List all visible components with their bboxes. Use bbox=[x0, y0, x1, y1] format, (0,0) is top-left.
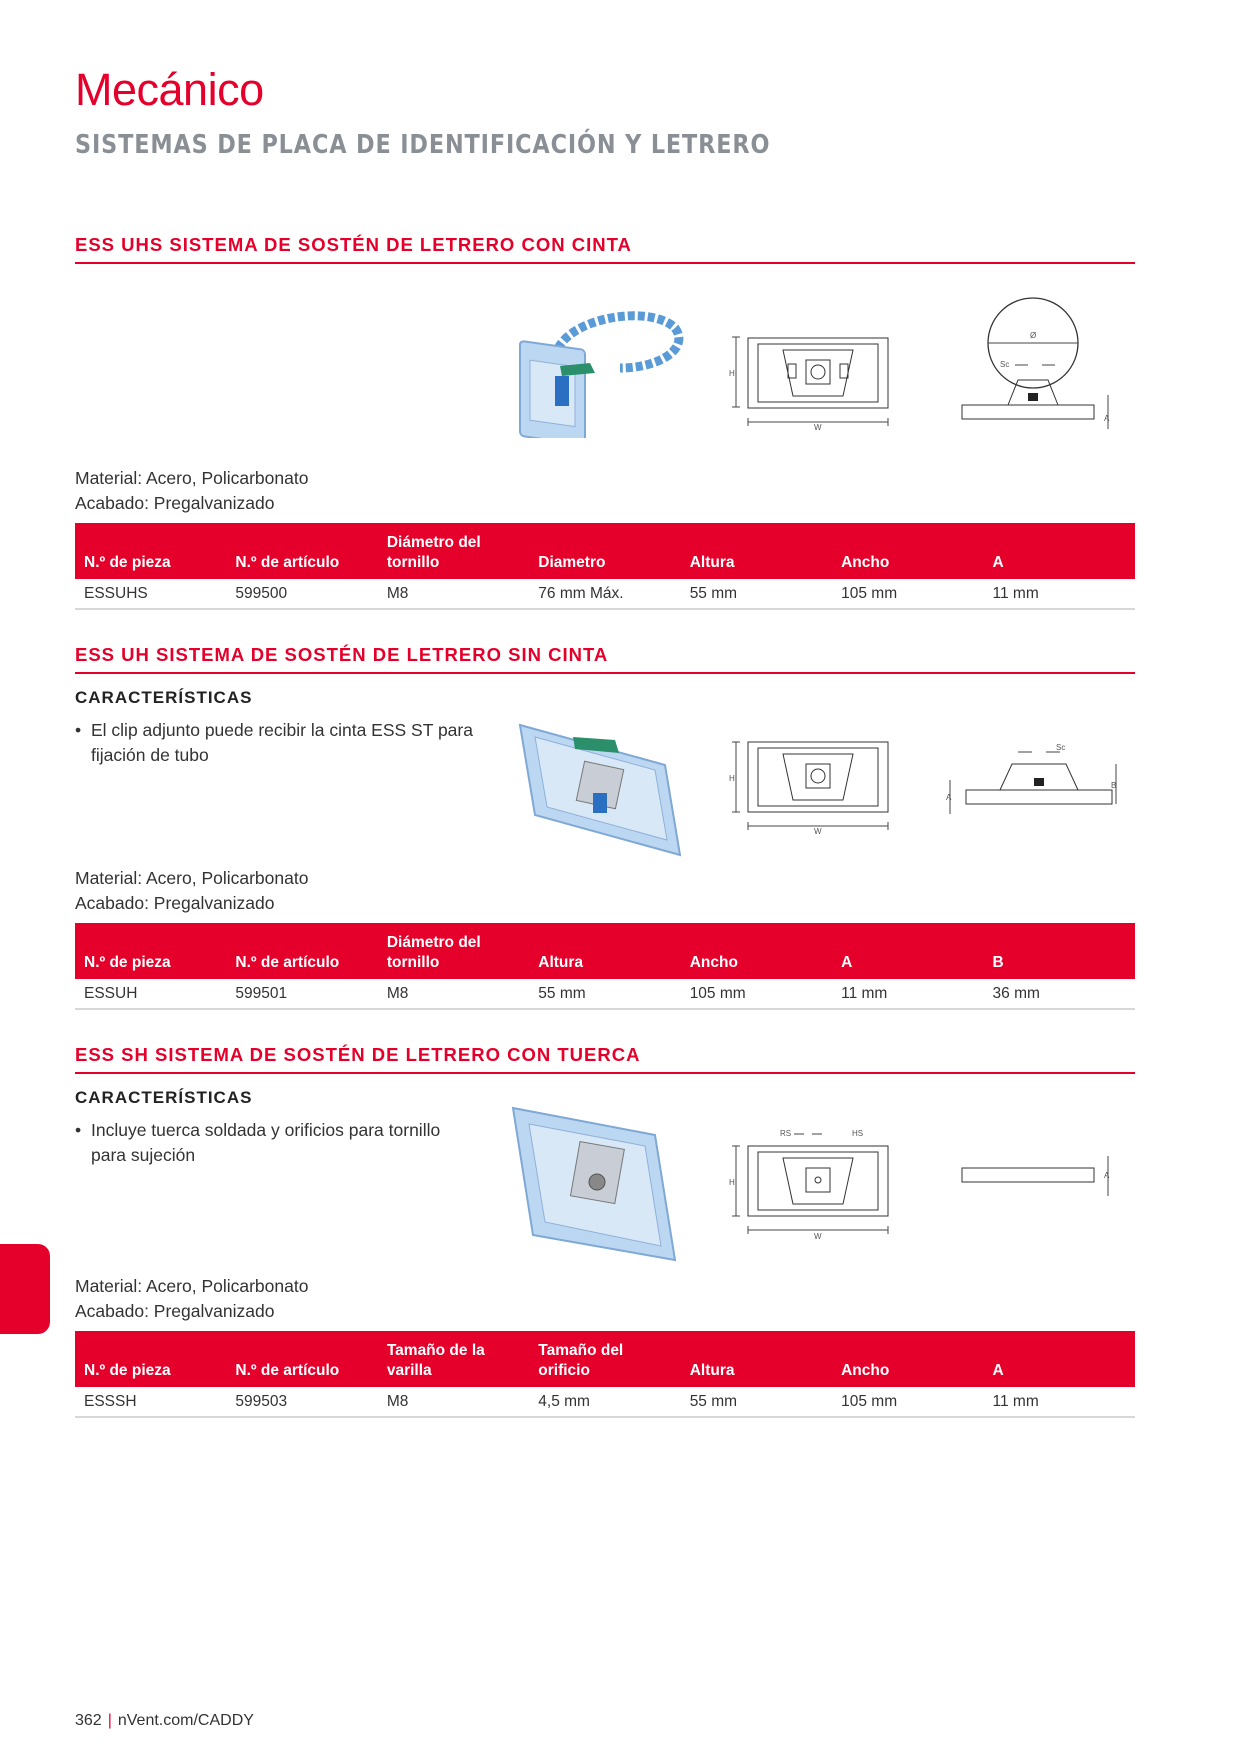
table-header: Ancho bbox=[681, 923, 832, 979]
spec-table-essuh bbox=[75, 923, 1135, 1010]
table-header: Ancho bbox=[832, 1331, 983, 1387]
table-cell: 55 mm bbox=[529, 979, 680, 1009]
feature-bullet-essuh: • El clip adjunto puede recibir la cinta ESS ST para fijación de tubo bbox=[75, 720, 473, 765]
dim-a-label: A bbox=[1104, 1171, 1110, 1180]
side-drawing-esssh bbox=[960, 1146, 1120, 1206]
table-header: N.º de pieza bbox=[75, 1331, 226, 1387]
table-header: Altura bbox=[681, 1331, 832, 1387]
table-header: Ancho bbox=[832, 523, 983, 579]
table-cell: 105 mm bbox=[832, 579, 983, 609]
dim-hs-label: HS bbox=[852, 1129, 864, 1138]
dim-w-label: W bbox=[814, 423, 822, 430]
footer-separator: | bbox=[107, 1712, 112, 1729]
table-row bbox=[75, 1387, 1135, 1417]
table-cell: 11 mm bbox=[984, 1387, 1135, 1417]
finish-essuhs: Acabado: Pregalvanizado bbox=[75, 493, 275, 513]
table-cell: M8 bbox=[378, 1387, 529, 1417]
table-header: N.º de artículo bbox=[226, 523, 377, 579]
dim-w-label: W bbox=[814, 1232, 822, 1241]
page-number: 362 bbox=[75, 1712, 102, 1729]
bullet-icon: • bbox=[75, 720, 82, 740]
dim-rs-label: RS bbox=[780, 1129, 792, 1138]
material-essuh: Material: Acero, Policarbonato bbox=[75, 868, 309, 888]
table-header: Diámetro del tornillo bbox=[378, 923, 529, 979]
footer-link[interactable]: nVent.com/CADDY bbox=[117, 1712, 254, 1729]
footer bbox=[75, 1712, 254, 1730]
section-heading-esssh: ESS SH SISTEMA DE SOSTÉN DE LETRERO CON TUERCA bbox=[75, 1044, 1135, 1074]
table-cell: 599501 bbox=[226, 979, 377, 1009]
front-drawing-essuh bbox=[728, 736, 898, 836]
table-row bbox=[75, 979, 1135, 1009]
dim-h-label: H bbox=[729, 1178, 735, 1187]
dim-w-label: W bbox=[814, 827, 822, 836]
section-heading-essuh: ESS UH SISTEMA DE SOSTÉN DE LETRERO SIN CINTA bbox=[75, 644, 1135, 674]
table-header: Diámetro del tornillo bbox=[378, 523, 529, 579]
product-photo-essuhs bbox=[500, 308, 710, 438]
table-header: Altura bbox=[529, 923, 680, 979]
table-header: N.º de pieza bbox=[75, 523, 226, 579]
page-title: Mecánico bbox=[75, 64, 264, 115]
table-header: N.º de pieza bbox=[75, 923, 226, 979]
material-esssh: Material: Acero, Policarbonato bbox=[75, 1276, 309, 1296]
chapter-tab bbox=[0, 1244, 50, 1334]
table-header: B bbox=[984, 923, 1135, 979]
dim-sc-label: Sc bbox=[1000, 360, 1010, 369]
finish-essuh: Acabado: Pregalvanizado bbox=[75, 893, 275, 913]
table-cell: M8 bbox=[378, 579, 529, 609]
table-cell: 55 mm bbox=[681, 579, 832, 609]
table-cell: ESSUH bbox=[75, 979, 226, 1009]
table-cell: M8 bbox=[378, 979, 529, 1009]
table-header: N.º de artículo bbox=[226, 1331, 377, 1387]
finish-esssh: Acabado: Pregalvanizado bbox=[75, 1301, 275, 1321]
dim-h-label: H bbox=[729, 369, 735, 378]
dim-h-label: H bbox=[729, 774, 735, 783]
table-header: A bbox=[832, 923, 983, 979]
table-cell: 11 mm bbox=[984, 579, 1135, 609]
table-header: A bbox=[984, 523, 1135, 579]
spec-table-esssh bbox=[75, 1331, 1135, 1418]
bullet-icon: • bbox=[75, 1120, 82, 1140]
table-header: A bbox=[984, 1331, 1135, 1387]
product-photo-essuh bbox=[515, 715, 685, 860]
dim-a-label: A bbox=[946, 793, 952, 802]
side-drawing-essuhs bbox=[960, 295, 1120, 445]
table-cell: 55 mm bbox=[681, 1387, 832, 1417]
table-cell: 599503 bbox=[226, 1387, 377, 1417]
features-title-esssh: CARACTERÍSTICAS bbox=[75, 1088, 253, 1107]
table-cell: 76 mm Máx. bbox=[529, 579, 680, 609]
dim-a-label: A bbox=[1104, 414, 1110, 423]
table-cell: 105 mm bbox=[832, 1387, 983, 1417]
table-header: Diametro bbox=[529, 523, 680, 579]
feature-bullet-esssh: • Incluye tuerca soldada y orificios para tornillo para sujeción bbox=[75, 1120, 441, 1165]
table-cell: 4,5 mm bbox=[529, 1387, 680, 1417]
front-drawing-essuhs bbox=[728, 330, 898, 430]
table-cell: ESSSH bbox=[75, 1387, 226, 1417]
table-cell: 11 mm bbox=[832, 979, 983, 1009]
material-essuhs: Material: Acero, Policarbonato bbox=[75, 468, 309, 488]
table-row bbox=[75, 579, 1135, 609]
dim-b-label: B bbox=[1111, 781, 1117, 790]
page-subtitle: SISTEMAS DE PLACA DE IDENTIFICACIÓN Y LETRERO bbox=[75, 130, 771, 160]
product-photo-esssh bbox=[505, 1100, 685, 1265]
table-header: N.º de artículo bbox=[226, 923, 377, 979]
dim-sc-label: Sc bbox=[1056, 743, 1066, 752]
table-header: Tamaño del orificio bbox=[529, 1331, 680, 1387]
spec-table-essuhs bbox=[75, 523, 1135, 610]
table-header: Tamaño de la varilla bbox=[378, 1331, 529, 1387]
features-title-essuh: CARACTERÍSTICAS bbox=[75, 688, 253, 707]
front-drawing-esssh bbox=[728, 1126, 898, 1241]
section-heading-essuhs: ESS UHS SISTEMA DE SOSTÉN DE LETRERO CON CINTA bbox=[75, 234, 1135, 264]
dim-dia-label: Ø bbox=[1030, 331, 1037, 340]
table-header: Altura bbox=[681, 523, 832, 579]
table-cell: ESSUHS bbox=[75, 579, 226, 609]
side-drawing-essuh bbox=[940, 740, 1120, 830]
table-cell: 36 mm bbox=[984, 979, 1135, 1009]
table-cell: 105 mm bbox=[681, 979, 832, 1009]
table-cell: 599500 bbox=[226, 579, 377, 609]
